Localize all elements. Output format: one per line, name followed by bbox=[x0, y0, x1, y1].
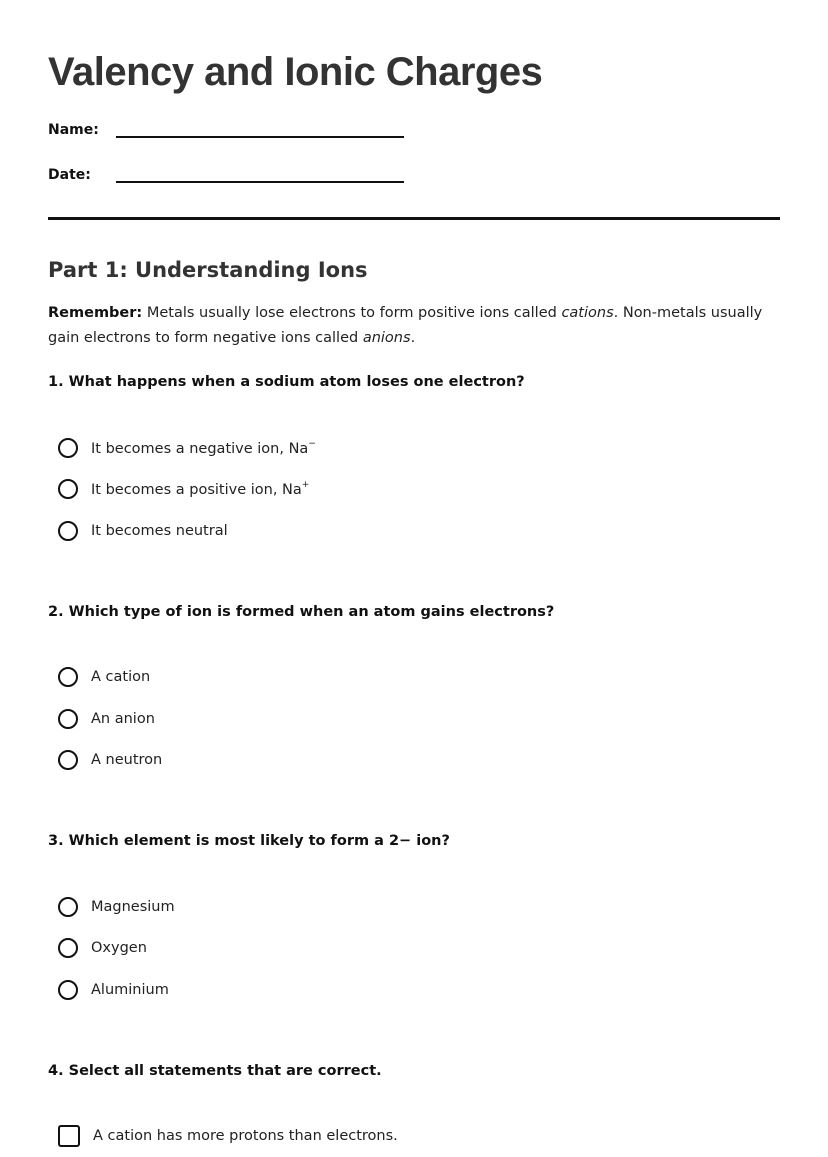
option-q4-a[interactable] bbox=[48, 1116, 780, 1157]
option-label: A cation bbox=[91, 669, 150, 685]
question-4: 4. Select all statements that are correct. bbox=[48, 1061, 780, 1081]
name-field-row bbox=[48, 114, 780, 138]
charge-superscript: + bbox=[302, 480, 310, 490]
question-2: 2. Which type of ion is formed when an atom gains electrons? bbox=[48, 602, 780, 622]
intro-text-3: . bbox=[411, 330, 416, 346]
date-field[interactable] bbox=[116, 167, 404, 183]
option-label: An anion bbox=[91, 711, 155, 727]
question-1: 1. What happens when a sodium atom loses one electron? bbox=[48, 372, 780, 392]
option-text: It becomes a positive ion, Na bbox=[91, 482, 302, 498]
option-q2-c[interactable] bbox=[48, 740, 780, 782]
date-label: Date: bbox=[48, 167, 116, 183]
section-divider bbox=[48, 217, 780, 220]
radio-button[interactable] bbox=[58, 709, 78, 729]
radio-button[interactable] bbox=[58, 438, 78, 458]
option-q2-b[interactable] bbox=[48, 698, 780, 740]
charge-superscript: − bbox=[308, 439, 316, 449]
option-label: Oxygen bbox=[91, 940, 147, 956]
intro-text-1: Metals usually lose electrons to form positive ions called bbox=[142, 305, 561, 321]
question-2-options bbox=[48, 657, 780, 782]
option-label bbox=[91, 480, 309, 498]
option-q2-a[interactable] bbox=[48, 657, 780, 699]
date-field-row bbox=[48, 159, 780, 183]
radio-button[interactable] bbox=[58, 897, 78, 917]
option-label: Aluminium bbox=[91, 982, 169, 998]
option-q1-b[interactable] bbox=[48, 469, 780, 511]
checkbox[interactable] bbox=[58, 1125, 80, 1147]
option-label: Magnesium bbox=[91, 899, 175, 915]
option-label bbox=[91, 439, 316, 457]
option-q1-c[interactable] bbox=[48, 510, 780, 552]
name-label: Name: bbox=[48, 122, 116, 138]
radio-button[interactable] bbox=[58, 750, 78, 770]
part-heading: Part 1: Understanding Ions bbox=[48, 257, 780, 283]
intro-em-anions: anions bbox=[363, 330, 411, 346]
radio-button[interactable] bbox=[58, 938, 78, 958]
intro-em-cations: cations bbox=[561, 305, 613, 321]
question-1-options bbox=[48, 427, 780, 552]
question-3: 3. Which element is most likely to form a 2− ion? bbox=[48, 831, 780, 851]
option-q3-b[interactable] bbox=[48, 928, 780, 970]
radio-button[interactable] bbox=[58, 521, 78, 541]
option-q3-c[interactable] bbox=[48, 969, 780, 1011]
option-q3-a[interactable] bbox=[48, 886, 780, 928]
option-q1-a[interactable] bbox=[48, 427, 780, 469]
option-label: A cation has more protons than electrons. bbox=[93, 1128, 398, 1144]
radio-button[interactable] bbox=[58, 980, 78, 1000]
option-label: It becomes neutral bbox=[91, 523, 228, 539]
radio-button[interactable] bbox=[58, 667, 78, 687]
intro-bold: Remember: bbox=[48, 305, 142, 321]
page-title: Valency and Ionic Charges bbox=[48, 0, 780, 96]
radio-button[interactable] bbox=[58, 479, 78, 499]
question-4-options bbox=[48, 1116, 780, 1157]
intro-text-2: . Non-metals usually gain electrons to form negative ions called bbox=[48, 305, 762, 346]
question-3-options bbox=[48, 886, 780, 1011]
name-field[interactable] bbox=[116, 122, 404, 138]
intro-paragraph bbox=[48, 301, 768, 351]
option-label: A neutron bbox=[91, 752, 162, 768]
option-text: It becomes a negative ion, Na bbox=[91, 441, 308, 457]
